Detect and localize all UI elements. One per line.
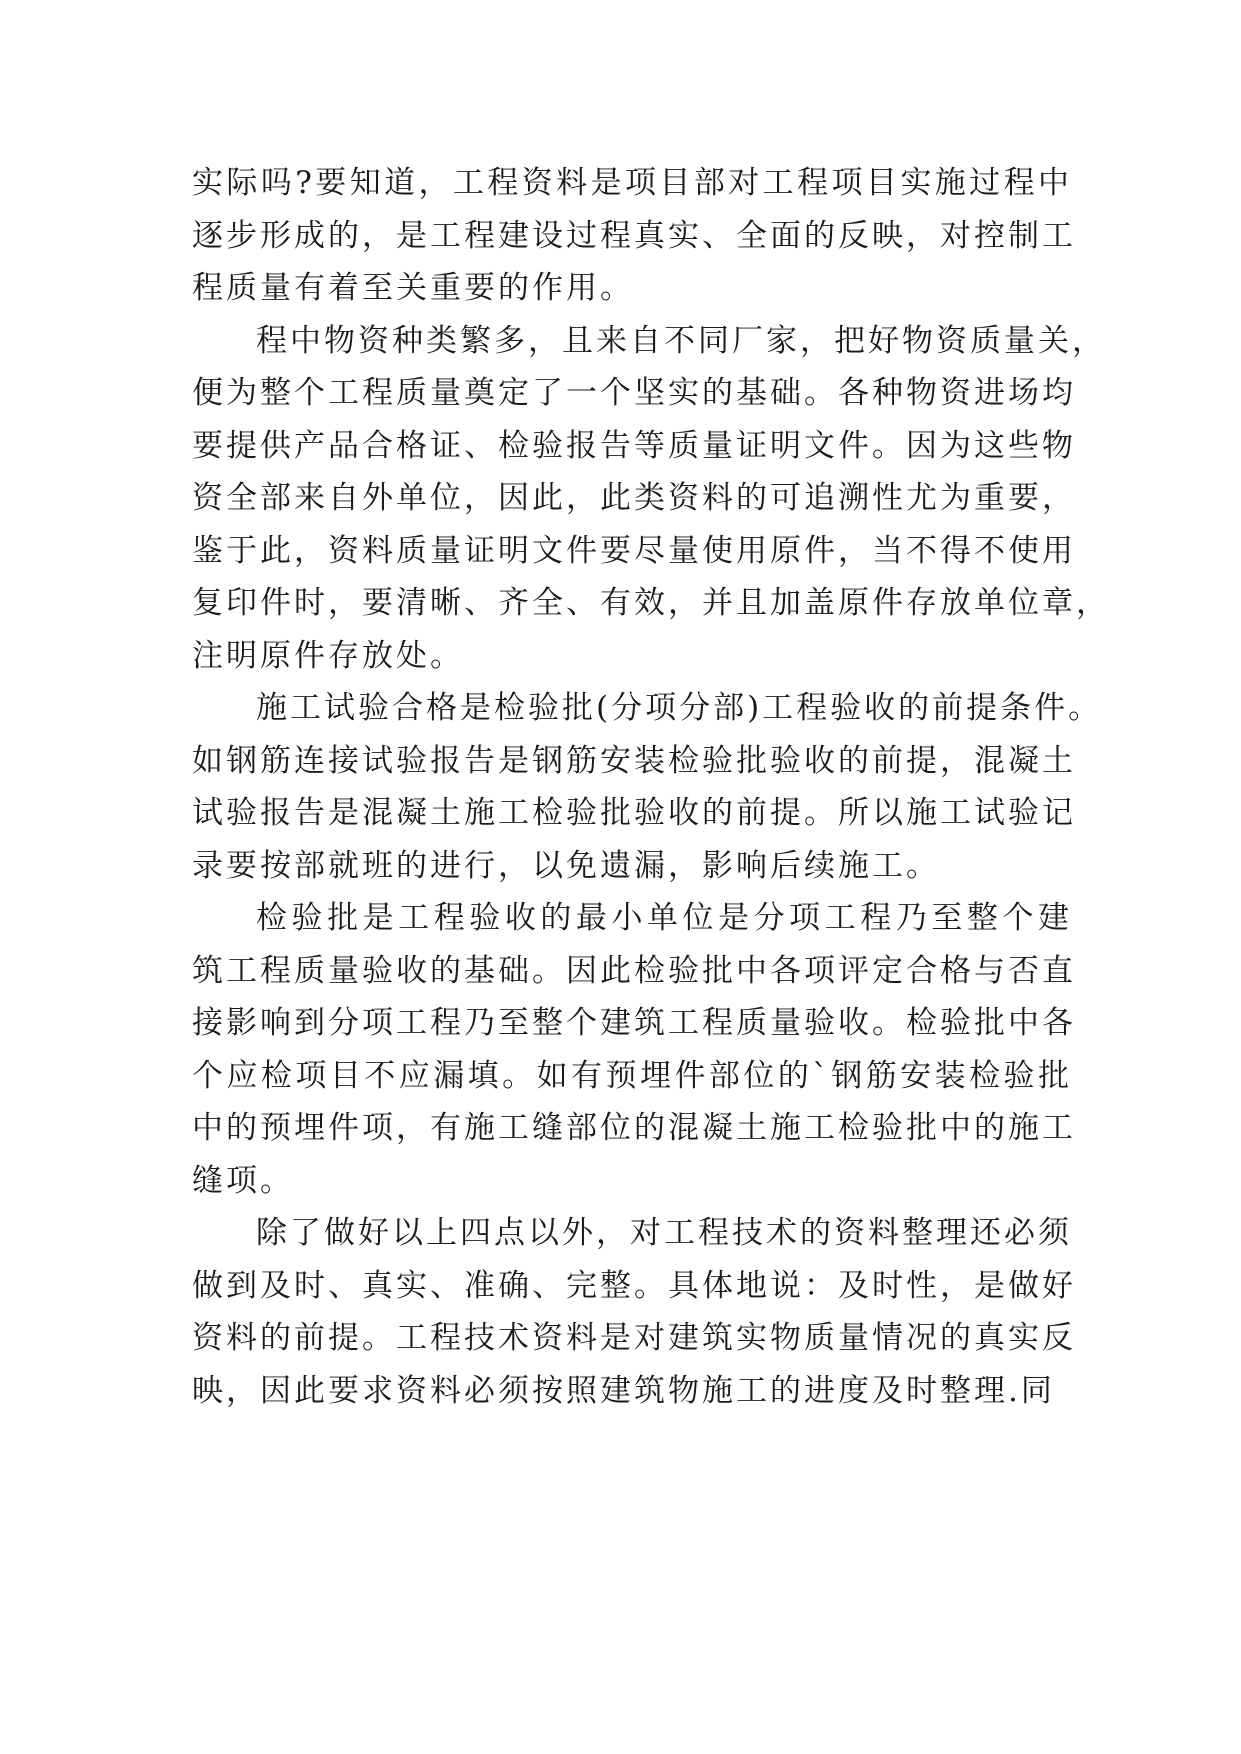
text-line: 逐步形成的，是工程建设过程真实、全面的反映，对控制工 [192, 217, 1076, 254]
text-line: 接影响到分项工程乃至整个建筑工程质量验收。检验批中各 [192, 1005, 1076, 1041]
text-line: 复印件时，要清晰、齐全、有效，并且加盖原件存放单位章， [192, 585, 1110, 621]
text-line: 检验批是工程验收的最小单位是分项工程乃至整个建 [256, 900, 1072, 936]
text-line: 中的预埋件项，有施工缝部位的混凝土施工检验批中的施工 [192, 1110, 1076, 1146]
text-line: 除了做好以上四点以外，对工程技术的资料整理还必须 [256, 1215, 1072, 1251]
text-line: 资料的前提。工程技术资料是对建筑实物质量情况的真实反 [192, 1320, 1076, 1356]
text-line: 缝项。 [192, 1162, 294, 1199]
text-line: 要提供产品合格证、检验报告等质量证明文件。因为这些物 [192, 427, 1076, 464]
text-line: 试验报告是混凝土施工检验批验收的前提。所以施工试验记 [192, 795, 1076, 831]
text-line: 录要按部就班的进行，以免遗漏，影响后续施工。 [192, 847, 940, 884]
text-line: 资全部来自外单位，因此，此类资料的可追溯性尤为重要， [192, 480, 1076, 516]
paragraph [192, 315, 1110, 683]
text-line: 鉴于此，资料质量证明文件要尽量使用原件，当不得不使用 [192, 532, 1076, 569]
paragraph [192, 682, 1103, 892]
paragraph [192, 1207, 1076, 1417]
text-line: 施工试验合格是检验批(分项分部)工程验收的前提条件。 [256, 690, 1103, 726]
text-line: 注明原件存放处。 [192, 637, 464, 674]
paragraph [192, 157, 1076, 315]
text-line: 筑工程质量验收的基础。因此检验批中各项评定合格与否直 [192, 952, 1076, 989]
text-line: 如钢筋连接试验报告是钢筋安装检验批验收的前提，混凝土 [192, 742, 1076, 779]
text-line: 个应检项目不应漏填。如有预埋件部位的`钢筋安装检验批 [192, 1057, 1072, 1094]
text-line: 映，因此要求资料必须按照建筑物施工的进度及时整理.同 [192, 1372, 1055, 1409]
text-line: 实际吗?要知道，工程资料是项目部对工程项目实施过程中 [192, 165, 1072, 201]
text-line: 做到及时、真实、准确、完整。具体地说：及时性，是做好 [192, 1267, 1076, 1304]
document-body [192, 157, 1110, 1417]
text-line: 程中物资种类繁多，且来自不同厂家，把好物资质量关， [256, 322, 1106, 359]
text-line: 程质量有着至关重要的作用。 [192, 270, 634, 306]
paragraph [192, 892, 1076, 1207]
text-line: 便为整个工程质量奠定了一个坚实的基础。各种物资进场均 [192, 375, 1076, 411]
